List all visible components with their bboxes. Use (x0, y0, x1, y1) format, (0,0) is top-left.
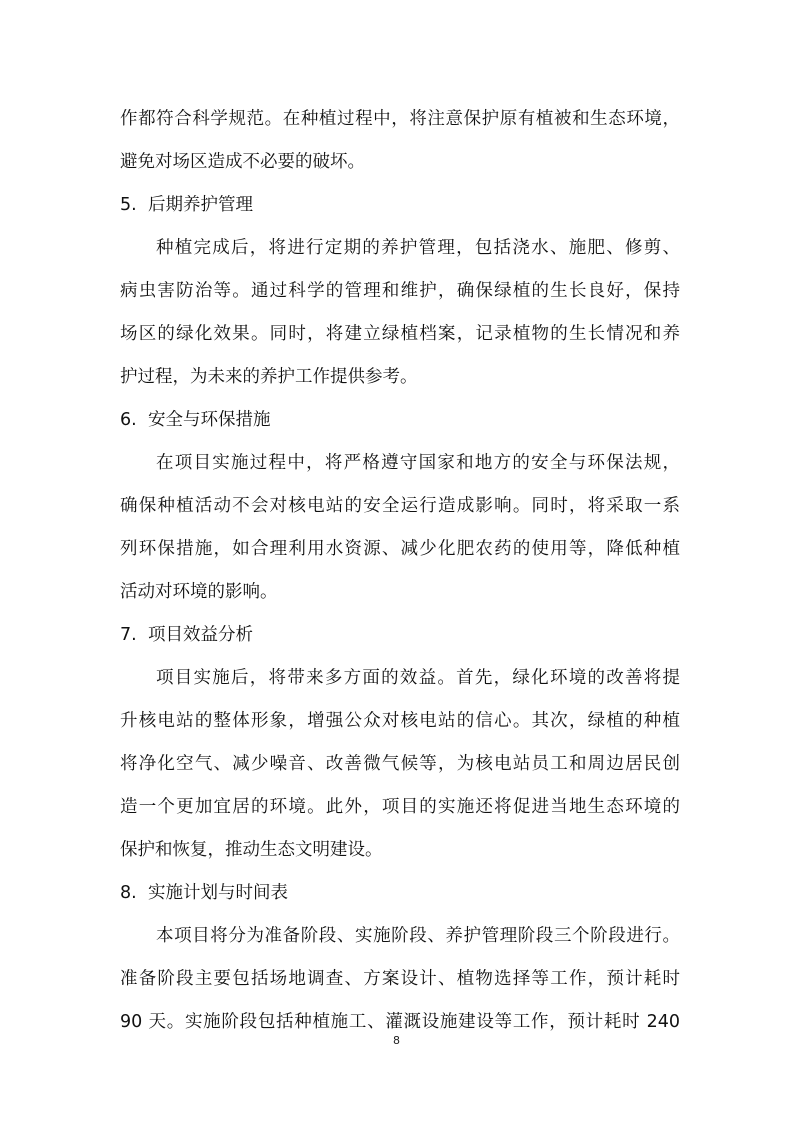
paragraph-line: 种植完成后，将进行定期的养护管理，包括浇水、施肥、修剪、 (156, 238, 680, 258)
paragraph-line: 避免对场区造成不必要的破坏。 (120, 152, 365, 172)
paragraph-line: 保护和恢复，推动生态文明建设。 (120, 840, 383, 860)
section-title: 安全与环保措施 (148, 410, 271, 430)
paragraph-line: 病虫害防治等。通过科学的管理和维护，确保绿植的生长良好，保持 (120, 281, 680, 301)
paragraph-line: 护过程，为未来的养护工作提供参考。 (120, 367, 418, 387)
paragraph-line: 在项目实施过程中，将严格遵守国家和地方的安全与环保法规， (156, 453, 680, 473)
paragraph-line: 场区的绿化效果。同时，将建立绿植档案，记录植物的生长情况和养 (120, 324, 680, 344)
section-number: 7. (120, 625, 137, 645)
document-body (120, 98, 680, 1044)
section-title: 项目效益分析 (148, 625, 253, 645)
paragraph-line: 造一个更加宜居的环境。此外，项目的实施还将促进当地生态环境的 (120, 797, 680, 817)
paragraph-line: 作都符合科学规范。在种植过程中，将注意保护原有植被和生态环境， (120, 109, 680, 129)
paragraph-line: 升核电站的整体形象，增强公众对核电站的信心。其次，绿植的种植 (120, 711, 680, 731)
paragraph-line: 将净化空气、减少噪音、改善微气候等，为核电站员工和周边居民创 (120, 754, 680, 774)
paragraph-line: 活动对环境的影响。 (120, 582, 278, 602)
section-heading (120, 872, 680, 915)
paragraph-line: 90 天。实施阶段包括种植施工、灌溉设施建设等工作，预计耗时 240 (120, 1012, 680, 1032)
section-title: 后期养护管理 (148, 195, 253, 215)
section-heading (120, 614, 680, 657)
section-heading (120, 184, 680, 227)
paragraph-line: 列环保措施，如合理利用水资源、减少化肥农药的使用等，降低种植 (120, 539, 680, 559)
paragraph-line: 确保种植活动不会对核电站的安全运行造成影响。同时，将采取一系 (120, 496, 680, 516)
paragraph-line: 项目实施后，将带来多方面的效益。首先，绿化环境的改善将提 (156, 668, 680, 688)
paragraph-line: 准备阶段主要包括场地调查、方案设计、植物选择等工作，预计耗时 (120, 969, 680, 989)
section-number: 6. (120, 410, 137, 430)
section-number: 8. (120, 883, 137, 903)
section-number: 5. (120, 195, 137, 215)
section-title: 实施计划与时间表 (148, 883, 288, 903)
paragraph-line: 本项目将分为准备阶段、实施阶段、养护管理阶段三个阶段进行。 (156, 926, 680, 946)
section-heading (120, 399, 680, 442)
page-number: 8 (393, 1034, 400, 1047)
